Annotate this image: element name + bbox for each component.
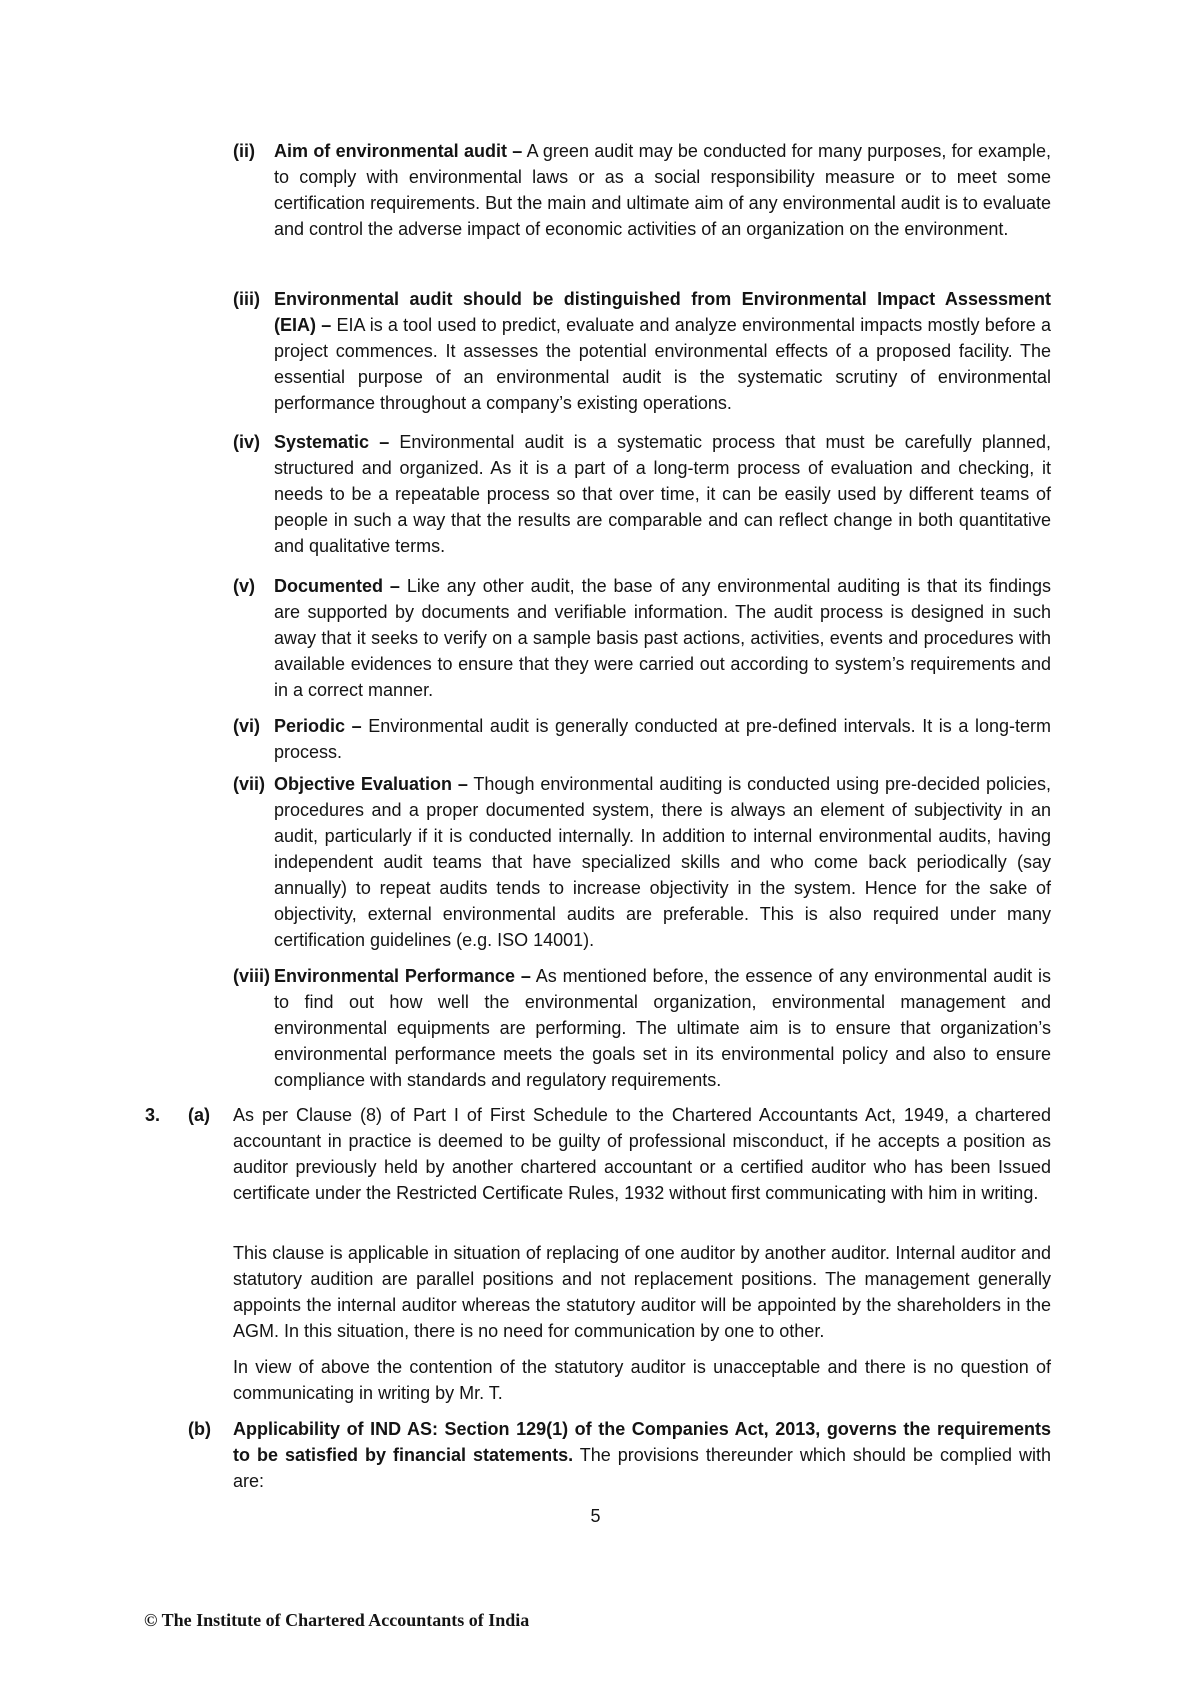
- item-heading: Systematic –: [274, 432, 390, 452]
- question-3a: [145, 1102, 1051, 1206]
- item-heading: Aim of environmental audit –: [274, 141, 523, 161]
- list-item-periodic: [233, 713, 1051, 765]
- page-number: 5: [590, 1506, 601, 1526]
- answer-3b-heading: Applicability of IND AS: Section 129(1) of the Companies Act, 2013, governs the requirements to be satisfied by financial statements.: [233, 1419, 1051, 1465]
- sub-label-a: (a): [188, 1105, 210, 1125]
- item-label: (vii): [233, 774, 266, 794]
- item-label: (ii): [233, 141, 255, 161]
- item-label: (v): [233, 576, 255, 596]
- item-text: Though environmental auditing is conducted using pre-decided policies, procedures and a proper documented system, there is always an element of subjectivity in an audit, particularly if it is conducted internally. In addition to internal environmental audits, having independent audit teams that have specialized skills and who come back periodically (say annually) to repeat audits tends to increase objectivity in the system. Hence for the sake of objectivity, external environmental audits are preferable. This is also required under many certification guidelines (e.g. ISO 14001).: [274, 774, 1051, 950]
- question-number: 3.: [145, 1105, 161, 1125]
- item-text: EIA is a tool used to predict, evaluate and analyze environmental impacts mostly before a project commences. It assesses the potential environmental effects of a proposed facility. The essential purpose of an environmental audit is the systematic scrutiny of environmental performance throughout a company’s existing operations.: [274, 315, 1051, 413]
- list-item-aim: [233, 138, 1051, 242]
- list-item-eia: [233, 286, 1051, 416]
- answer-3a-paragraph-3: In view of above the contention of the statutory auditor is unacceptable and there is no question of communicating in writing by Mr. T.: [233, 1357, 1051, 1403]
- sub-label-b: (b): [188, 1419, 211, 1439]
- answer-3a-paragraph-2: This clause is applicable in situation of replacing of one auditor by another auditor. Internal auditor and statutory audition are parallel positions and not replacement positions. The management generally appoints the internal auditor whereas the statutory auditor will be appointed by the shareholders in the AGM. In this situation, there is no need for communication by one to other.: [233, 1243, 1051, 1341]
- item-text: As mentioned before, the essence of any environmental audit is to find out how well the environmental organization, environmental management and environmental equipments are performing. The ultimate aim is to ensure that organization’s environmental performance meets the goals set in its environmental policy and also to ensure compliance with standards and regulatory requirements.: [274, 966, 1051, 1090]
- item-heading: Objective Evaluation –: [274, 774, 468, 794]
- item-heading: Periodic –: [274, 716, 362, 736]
- item-text: Environmental audit is a systematic process that must be carefully planned, structured and organized. As it is a part of a long-term process of evaluation and checking, it needs to be a repeatable process so that over time, it can be easily used by different teams of people in such a way that the results are comparable and can reflect change in both quantitative and qualitative terms.: [274, 432, 1051, 556]
- item-text: Like any other audit, the base of any environmental auditing is that its findings are supported by documents and verifiable information. The audit process is designed in such away that it seeks to verify on a sample basis past actions, activities, events and procedures with available evidences to ensure that they were carried out according to system’s requirements and in a correct manner.: [274, 576, 1051, 700]
- answer-3a-text: As per Clause (8) of Part I of First Schedule to the Chartered Accountants Act, 1949, a chartered accountant in practice is deemed to be guilty of professional misconduct, if he accepts a position as auditor previously held by another chartered accountant or a certified auditor who has been Issued certificate under the Restricted Certificate Rules, 1932 without first communicating with him in writing.: [233, 1105, 1051, 1203]
- item-label: (viii): [233, 966, 271, 986]
- item-heading: Documented –: [274, 576, 400, 596]
- list-item-documented: [233, 573, 1051, 703]
- list-item-performance: [233, 963, 1051, 1093]
- question-3b: [145, 1416, 1051, 1494]
- item-label: (iii): [233, 289, 260, 309]
- list-item-systematic: [233, 429, 1051, 559]
- answer-3b-text: The provisions thereunder which should be complied with are:: [233, 1445, 1052, 1491]
- item-text: A green audit may be conducted for many purposes, for example, to comply with environmental laws or as a social responsibility measure or to meet some certification requirements. But the main and ultimate aim of any environmental audit is to evaluate and control the adverse impact of economic activities of an organization on the environment.: [274, 141, 1051, 239]
- item-text: Environmental audit is generally conducted at pre-defined intervals. It is a long-term process.: [274, 716, 1051, 762]
- item-label: (vi): [233, 716, 260, 736]
- item-heading: Environmental audit should be distinguished from Environmental Impact Assessment (EIA) –: [274, 289, 1051, 335]
- item-label: (iv): [233, 432, 260, 452]
- list-item-objective: [233, 771, 1051, 953]
- item-heading: Environmental Performance –: [274, 966, 531, 986]
- footer-copyright: © The Institute of Chartered Accountants of India: [144, 1610, 530, 1630]
